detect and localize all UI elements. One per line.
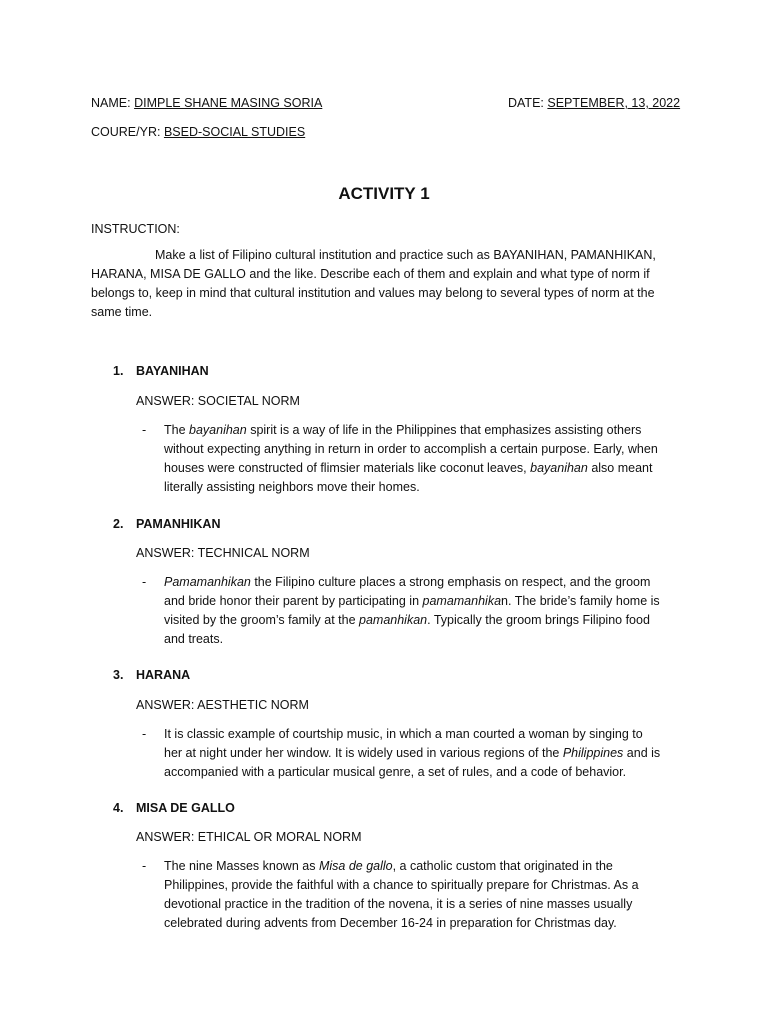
italic-term: bayanihan xyxy=(530,461,588,475)
item-description xyxy=(164,421,664,497)
italic-term: Pamamanhikan xyxy=(164,575,251,589)
course-value: BSED-SOCIAL STUDIES xyxy=(163,125,306,139)
bullet-dash: - xyxy=(142,727,147,741)
name-label: NAME: xyxy=(91,96,131,110)
item-number: 2. xyxy=(113,517,124,531)
text-run: , a catholic custom that originated in the Philippines, provide the faithful with a chance to spiritually prepare for Christmas. As a devotional practice in the tradition of the novena, it is a series of nine masses usually celebrated during advents from December 16-24 in preparation for Christmas day. xyxy=(164,859,639,930)
item-description xyxy=(164,857,664,933)
instruction-text: Make a list of Filipino cultural institution and practice such as BAYANIHAN, PAMANHIKAN, HARANA, MISA DE GALLO and the like. Describe each of them and explain and what type of norm if belongs to, keep in mind that cultural institution and values may belong to several types of norm at the same time. xyxy=(91,248,656,319)
item-answer: ANSWER: ETHICAL OR MORAL NORM xyxy=(136,830,362,844)
date-line xyxy=(508,94,680,113)
text-run: spirit is a way of life in the Philippines that emphasizes assisting others without expecting anything in return in order to accomplish a certain purpose. Early, when houses were constructed of flimsier materials like coconut leaves, xyxy=(164,423,658,475)
text-run: It is classic example of courtship music, in which a man courted a woman by singing to her at night under her window. It is widely used in various regions of the xyxy=(164,727,643,760)
text-run: also meant literally assisting neighbors move their homes. xyxy=(164,461,653,494)
course-label: COURE/YR: xyxy=(91,125,161,139)
instruction-label: INSTRUCTION: xyxy=(91,222,180,236)
italic-term: bayanihan xyxy=(189,423,247,437)
item-description xyxy=(164,725,664,782)
text-run: The nine Masses known as xyxy=(164,859,319,873)
italic-term: pamanhikan xyxy=(359,613,428,627)
item-description xyxy=(164,573,664,649)
item-number: 4. xyxy=(113,801,124,815)
bullet-dash: - xyxy=(142,859,147,873)
item-heading: HARANA xyxy=(136,668,191,682)
item-answer: ANSWER: TECHNICAL NORM xyxy=(136,546,310,560)
item-answer: ANSWER: AESTHETIC NORM xyxy=(136,698,309,712)
text-run: . Typically the groom brings Filipino food and treats. xyxy=(164,613,650,646)
bullet-dash: - xyxy=(142,575,147,589)
item-heading: MISA DE GALLO xyxy=(136,801,235,815)
course-line xyxy=(91,123,305,142)
text-run: n. The bride’s family home is visited by the groom’s family at the xyxy=(164,594,660,627)
bullet-dash: - xyxy=(142,423,147,437)
italic-term: pamamanhika xyxy=(422,594,502,608)
item-heading: BAYANIHAN xyxy=(136,364,209,378)
item-answer: ANSWER: SOCIETAL NORM xyxy=(136,394,300,408)
italic-term: Philippines xyxy=(562,746,624,760)
item-heading: PAMANHIKAN xyxy=(136,517,221,531)
text-run: The xyxy=(164,423,190,437)
name-line xyxy=(91,94,322,113)
page-title: ACTIVITY 1 xyxy=(338,184,430,203)
date-value: SEPTEMBER, 13, 2022 xyxy=(547,96,681,110)
name-value: DIMPLE SHANE MASING SORIA xyxy=(134,96,323,110)
italic-term: Misa de gallo xyxy=(318,859,393,873)
text-run: the Filipino culture places a strong emphasis on respect, and the groom and bride honor their parent by participating in xyxy=(164,575,651,608)
item-number: 1. xyxy=(113,364,124,378)
item-number: 3. xyxy=(113,668,124,682)
date-label: DATE: xyxy=(508,96,544,110)
text-run: and is accompanied with a particular musical genre, a set of rules, and a code of behavior. xyxy=(164,746,661,779)
